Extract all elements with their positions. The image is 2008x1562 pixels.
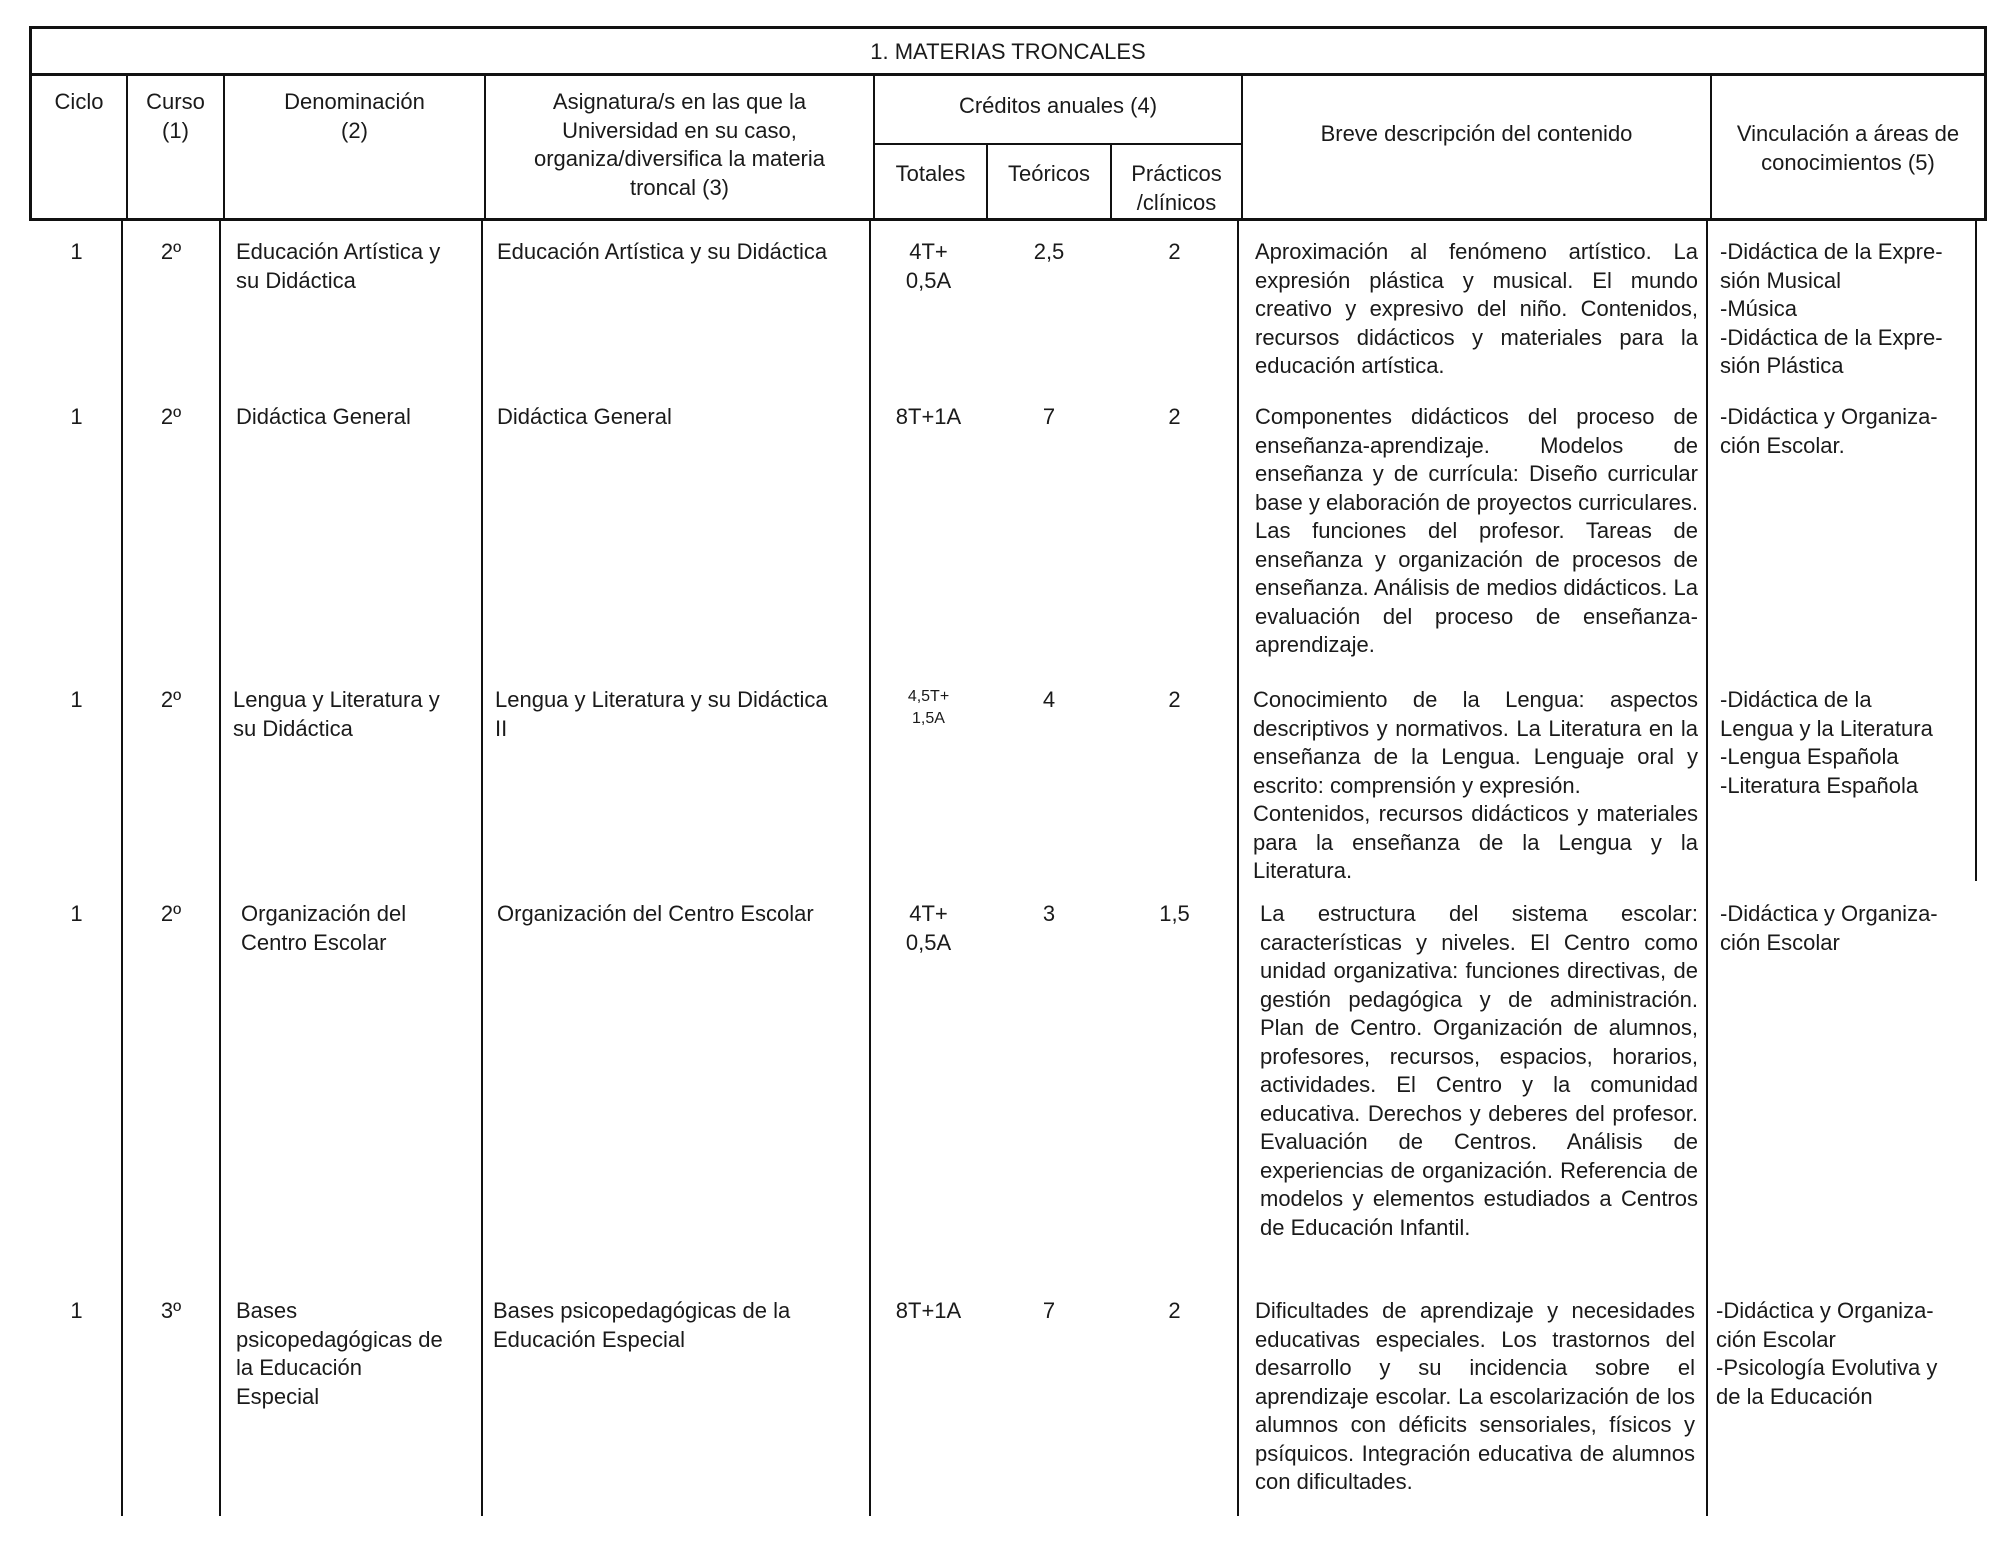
table-row-cell-practicos: 2: [1168, 404, 1181, 429]
table-row-cell-teoricos: 2,5: [1033, 239, 1065, 264]
table-row-cell-vinculacion: -Didáctica y Organiza- ción Escolar -Psicología Evolutiva y de la Educación: [1716, 1298, 1938, 1409]
table-row-cell-curso: 2º: [160, 239, 182, 264]
header-curso: Curso (1): [146, 89, 205, 143]
header-ciclo: Ciclo: [54, 89, 104, 114]
table-row-cell-totales: 4T+ 0,5A: [905, 901, 952, 955]
table-row-cell-descripcion: Conocimiento de la Lengua: aspectos descriptivos y normativos. La Literatura en la enseñanza de la Lengua. Lenguaje oral y escrito: comprensión y expresión. Contenidos, recursos didácticos y materiales para la enseñanza de la Lengua y la Literatura.: [1253, 687, 1698, 883]
table-row-cell-descripcion: Aproximación al fenómeno artístico. La expresión plástica y musical. El mundo creativo y expresivo del niño. Contenidos, recursos didácticos y materiales para la educación artística.: [1255, 239, 1698, 378]
table-row-cell-totales: 8T+1A: [895, 1298, 962, 1323]
header-denominacion: Denominación (2): [284, 89, 425, 143]
table-row-cell-vinculacion: -Didáctica y Organiza- ción Escolar.: [1720, 404, 1938, 458]
header-bottom-border: [29, 218, 1987, 221]
table-row-cell-denominacion: Didáctica General: [236, 404, 411, 429]
table-row-cell-practicos: 2: [1168, 687, 1181, 712]
table-row-cell-vinculacion: -Didáctica y Organiza- ción Escolar: [1720, 901, 1938, 955]
table-row-cell-denominacion: Educación Artística y su Didáctica: [236, 239, 441, 293]
table-row-cell-curso: 2º: [160, 901, 182, 926]
table-row-cell-descripcion: Dificultades de aprendizaje y necesidades educativas especiales. Los trastornos del desarrollo y su incidencia sobre el aprendizaje escolar. La escolarización de los alumnos con déficits sensoriales, físicos y psíquicos. Integración educativa de alumnos con dificultades.: [1255, 1298, 1695, 1494]
table-row-cell-asignatura: Lengua y Literatura y su Didáctica II: [495, 687, 828, 741]
table-title: 1. MATERIAS TRONCALES: [870, 39, 1146, 64]
table-row-cell-totales: 4,5T+ 1,5A: [907, 688, 950, 727]
table-row-cell-denominacion: Lengua y Literatura y su Didáctica: [233, 687, 440, 741]
header-asignatura: Asignatura/s en las que la Universidad en su caso, organiza/diversifica la materia troncal (3): [533, 89, 826, 200]
table-row-cell-ciclo: 1: [70, 404, 83, 429]
body-col-sep: [1706, 221, 1708, 1516]
table-row-cell-curso: 2º: [160, 687, 182, 712]
body-col-sep: [1237, 221, 1239, 1516]
table-row-cell-totales: 8T+1A: [895, 404, 962, 429]
creditos-divider: [873, 143, 1243, 145]
table-row-cell-ciclo: 1: [70, 239, 83, 264]
table-row-cell-teoricos: 7: [1042, 1298, 1056, 1323]
table-row-cell-asignatura: Educación Artística y su Didáctica: [497, 239, 828, 264]
table-row-cell-ciclo: 1: [70, 901, 83, 926]
table-row-cell-teoricos: 7: [1042, 404, 1056, 429]
header-vinculacion: Vinculación a áreas de conocimientos (5): [1736, 121, 1960, 175]
header-teoricos: Teóricos: [1008, 161, 1090, 186]
header-creditos: Créditos anuales (4): [958, 93, 1158, 118]
table-row-cell-totales: 4T+ 0,5A: [905, 239, 952, 293]
table-row-cell-practicos: 1,5: [1159, 901, 1190, 926]
table-row-cell-practicos: 2: [1168, 239, 1181, 264]
title-bottom-border: [29, 73, 1987, 76]
table-row-cell-curso: 2º: [160, 404, 182, 429]
header-descripcion: Breve descripción del contenido: [1320, 121, 1633, 146]
table-row-cell-descripcion: La estructura del sistema escolar: características y niveles. El Centro como unidad organizativa: funciones directivas, de gestión pedagógica y de administración. Plan de Centro. Organización de alumnos, profesores, recursos, espacios, horarios, actividades. El Centro y la comunidad educativa. Derechos y deberes del profesor. Evaluación de Centros. Análisis de experiencias de organización. Referencia de modelos y elementos estudiados a Centros de Educación Infantil.: [1260, 901, 1698, 1240]
body-col-sep: [481, 221, 483, 1516]
table-row-cell-ciclo: 1: [70, 1298, 83, 1323]
header-totales: Totales: [895, 161, 966, 186]
table-row-cell-denominacion: Organización del Centro Escolar: [241, 901, 407, 955]
body-col-sep: [219, 221, 221, 1516]
table-row-cell-asignatura: Bases psicopedagógicas de la Educación Especial: [493, 1298, 791, 1352]
table-row-cell-vinculacion: -Didáctica de la Expre- sión Musical -Música -Didáctica de la Expre- sión Plástica: [1720, 239, 1943, 378]
table-row-cell-practicos: 2: [1168, 1298, 1181, 1323]
table-right-border: [1984, 26, 1987, 221]
table-row-cell-ciclo: 1: [70, 687, 83, 712]
table-row-cell-denominacion: Bases psicopedagógicas de la Educación Especial: [236, 1298, 443, 1409]
table-row-cell-teoricos: 4: [1042, 687, 1056, 712]
table-row-cell-asignatura: Organización del Centro Escolar: [497, 901, 814, 926]
table-row-cell-teoricos: 3: [1042, 901, 1056, 926]
table-top-border: [29, 26, 1987, 29]
table-row-cell-vinculacion: -Didáctica de la Lengua y la Literatura -Lengua Española -Literatura Española: [1720, 687, 1933, 798]
table-row-cell-curso: 3º: [160, 1298, 182, 1323]
table-row-cell-descripcion: Componentes didácticos del proceso de enseñanza-aprendizaje. Modelos de enseñanza y de currícula: Diseño curricular base y elaboración de proyectos curriculares. Las funciones del profesor. Tareas de enseñanza y organización de procesos de enseñanza. Análisis de medios didácticos. La evaluación del proceso de enseñanza-aprendizaje.: [1255, 404, 1698, 657]
table-row-cell-asignatura: Didáctica General: [497, 404, 672, 429]
header-practicos: Prácticos /clínicos: [1131, 161, 1222, 215]
